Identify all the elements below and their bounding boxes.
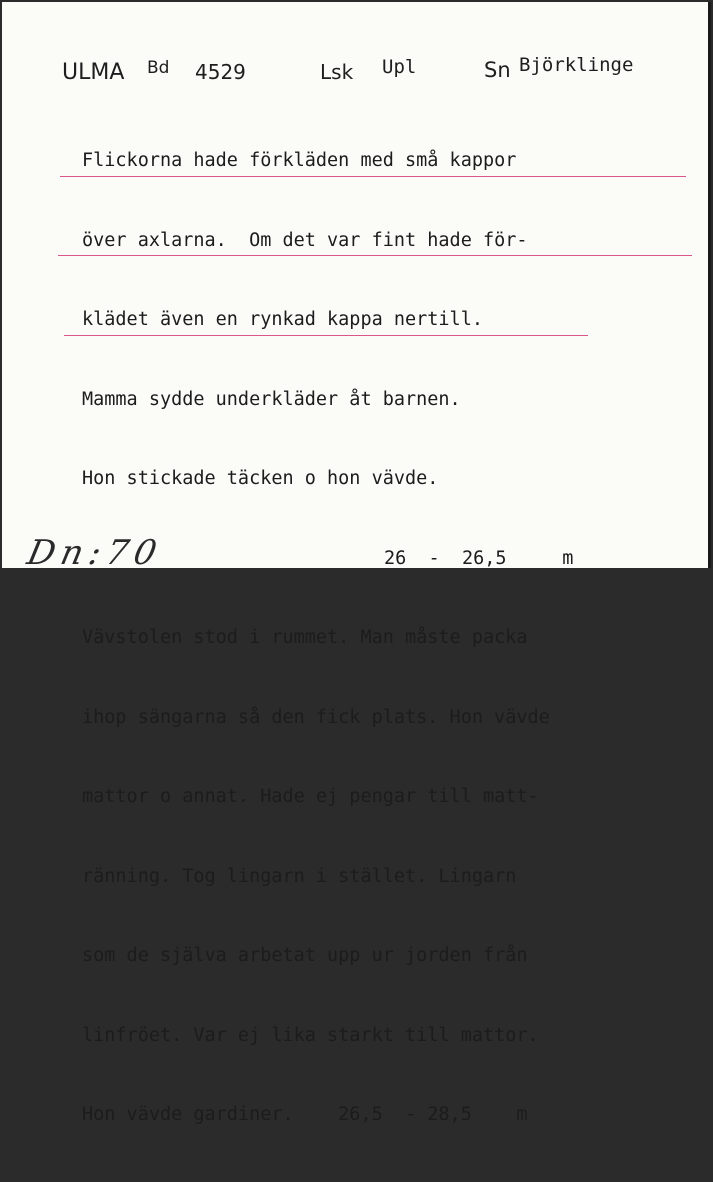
text-line: Flickorna hade förkläden med små kappor xyxy=(82,148,682,175)
archive-card xyxy=(2,2,711,1125)
socken-label: Sn xyxy=(484,58,511,82)
text-line: som de själva arbetat upp ur jorden från xyxy=(82,945,528,966)
text-line: Hon vävde gardiner. 26,5 - 28,5 m xyxy=(82,1104,528,1125)
socken-value: Björklinge xyxy=(519,54,634,76)
volume-label: Bd xyxy=(147,58,170,78)
landskap-label: Lsk xyxy=(320,60,354,84)
measurement-range: 26 - 26,5 m xyxy=(384,547,574,569)
text-line: linfröet. Var ej lika starkt till mattor. xyxy=(82,1024,539,1046)
text-line: Hon stickade täcken o hon vävde. xyxy=(82,468,439,489)
landskap-value: Upl xyxy=(382,56,417,78)
record-number: 4529 xyxy=(195,60,246,84)
text-line: över axlarna. Om det var fint hade för- xyxy=(82,228,682,255)
text-line: klädet även en rynkad kappa nertill. xyxy=(82,307,682,334)
text-line: Mamma sydde underkläder åt barnen. xyxy=(82,388,461,410)
card-body xyxy=(82,95,682,1182)
archive-name: ULMA xyxy=(62,60,125,85)
text-line: ränning. Tog lingarn i stället. Lingarn xyxy=(82,865,517,887)
text-line: Vävstolen stod i rummet. Man måste packa xyxy=(82,627,528,648)
text-line: mattor o annat. Hade ej pengar till matt- xyxy=(82,786,539,807)
text-line: ihop sängarna så den fick plats. Hon vävde xyxy=(82,706,550,728)
handwritten-note: Dn:70 xyxy=(23,533,167,573)
card-header xyxy=(62,52,682,86)
